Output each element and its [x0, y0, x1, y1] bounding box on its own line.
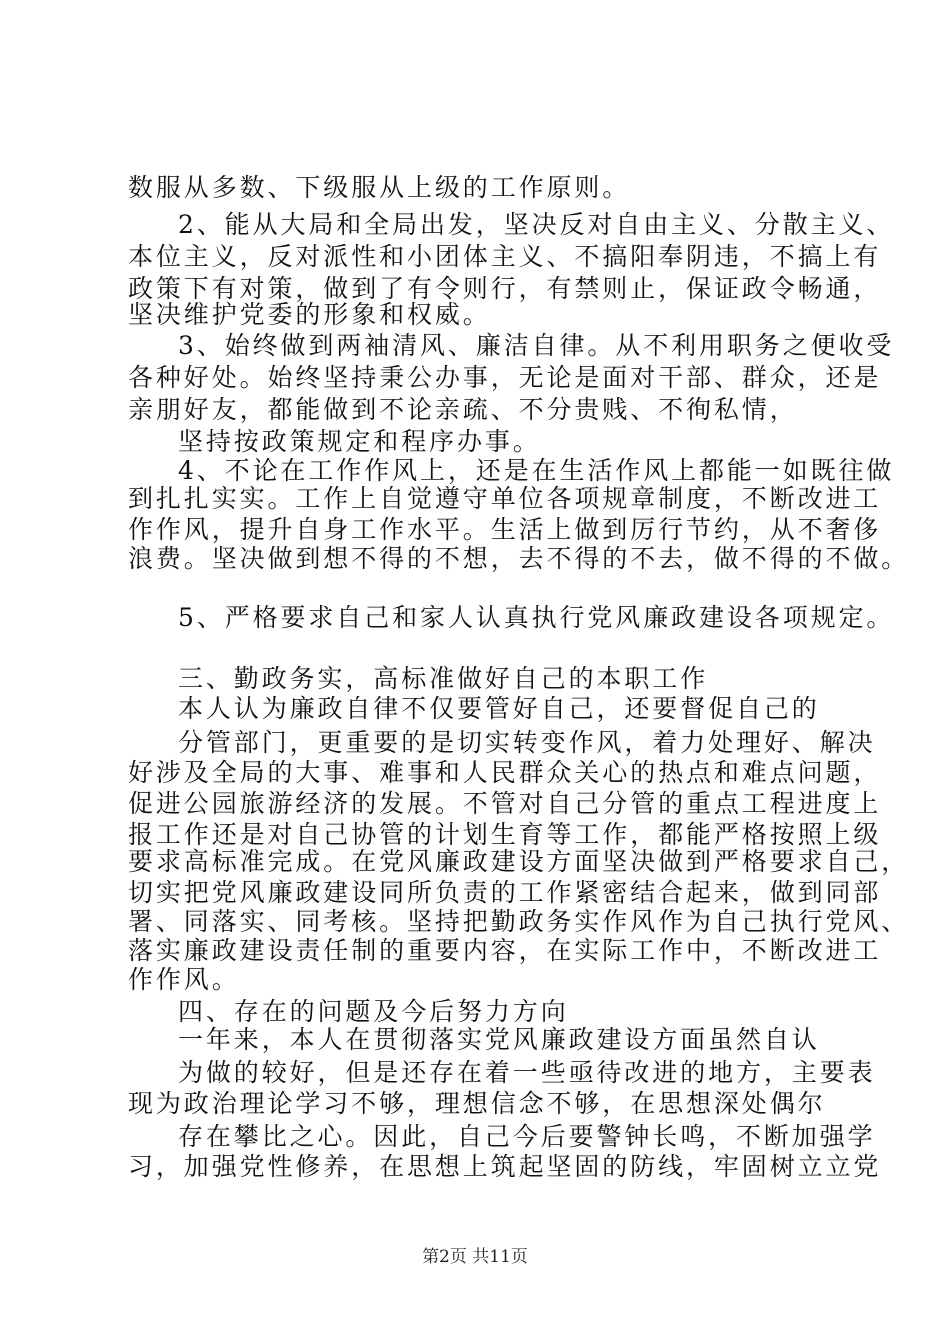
text-line: 到扎扎实实。工作上自觉遵守单位各项规章制度，不断改进工	[128, 484, 882, 513]
text-line: 作作风，提升自身工作水平。生活上做到厉行节约，从不奢侈	[128, 515, 882, 544]
text-line: 本人认为廉政自律不仅要管好自己，还要督促自己的	[178, 694, 820, 723]
text-line: 好涉及全局的大事、难事和人民群众关心的热点和难点问题，	[128, 758, 882, 787]
text-line: 本位主义，反对派性和小团体主义、不搞阳奉阴违，不搞上有	[128, 242, 882, 271]
text-line: 坚决维护党委的形象和权威。	[128, 300, 491, 329]
text-line: 各种好处。始终坚持秉公办事，无论是面对干部、群众，还是	[128, 363, 882, 392]
text-line: 坚持按政策规定和程序办事。	[178, 427, 541, 456]
text-line: 5、严格要求自己和家人认真执行党风廉政建设各项规定。	[178, 603, 895, 632]
text-line: 存在攀比之心。因此，自己今后要警钟长鸣，不断加强学	[178, 1122, 876, 1151]
text-line: 4、不论在工作作风上，还是在生活作风上都能一如既往做	[178, 456, 895, 485]
text-line: 报工作还是对自己协管的计划生育等工作，都能严格按照上级	[128, 820, 882, 849]
text-line: 分管部门，更重要的是切实转变作风，着力处理好、解决	[178, 728, 876, 757]
page-number: 第2页 共11页	[422, 1247, 528, 1267]
text-line: 切实把党风廉政建设同所负责的工作紧密结合起来，做到同部	[128, 878, 882, 907]
text-line: 落实廉政建设责任制的重要内容，在实际工作中，不断改进工	[128, 936, 882, 965]
text-line: 促进公园旅游经济的发展。不管对自己分管的重点工程进度上	[128, 789, 882, 818]
text-line: 一年来，本人在贯彻落实党风廉政建设方面虽然自认	[178, 1025, 820, 1054]
text-line: 亲朋好友，都能做到不论亲疏、不分贵贱、不徇私情，	[128, 395, 798, 424]
section-heading: 四、存在的问题及今后努力方向	[178, 997, 569, 1026]
text-line: 作作风。	[128, 965, 240, 994]
text-line: 要求高标准完成。在党风廉政建设方面坚决做到严格要求自己，	[128, 847, 910, 876]
section-heading: 三、勤政务实，高标准做好自己的本职工作	[178, 664, 709, 693]
text-line: 署、同落实、同考核。坚持把勤政务实作风作为自己执行党风、	[128, 907, 910, 936]
text-line: 数服从多数、下级服从上级的工作原则。	[128, 173, 631, 202]
text-line: 2、能从大局和全局出发，坚决反对自由主义、分散主义、	[178, 210, 895, 239]
text-line: 现为政治理论学习不够，理想信念不够，在思想深处偶尔	[128, 1089, 826, 1118]
text-line: 习，加强党性修养，在思想上筑起坚固的防线，牢固树立立党	[128, 1152, 882, 1181]
text-line: 浪费。坚决做到想不得的不想，去不得的不去，做不得的不做。	[128, 544, 910, 573]
text-line: 为做的较好，但是还存在着一些亟待改进的地方，主要表	[178, 1058, 876, 1087]
text-line: 政策下有对策，做到了有令则行，有禁则止，保证政令畅通，	[128, 274, 882, 303]
text-line: 3、始终做到两袖清风、廉洁自律。从不利用职务之便收受	[178, 331, 895, 360]
